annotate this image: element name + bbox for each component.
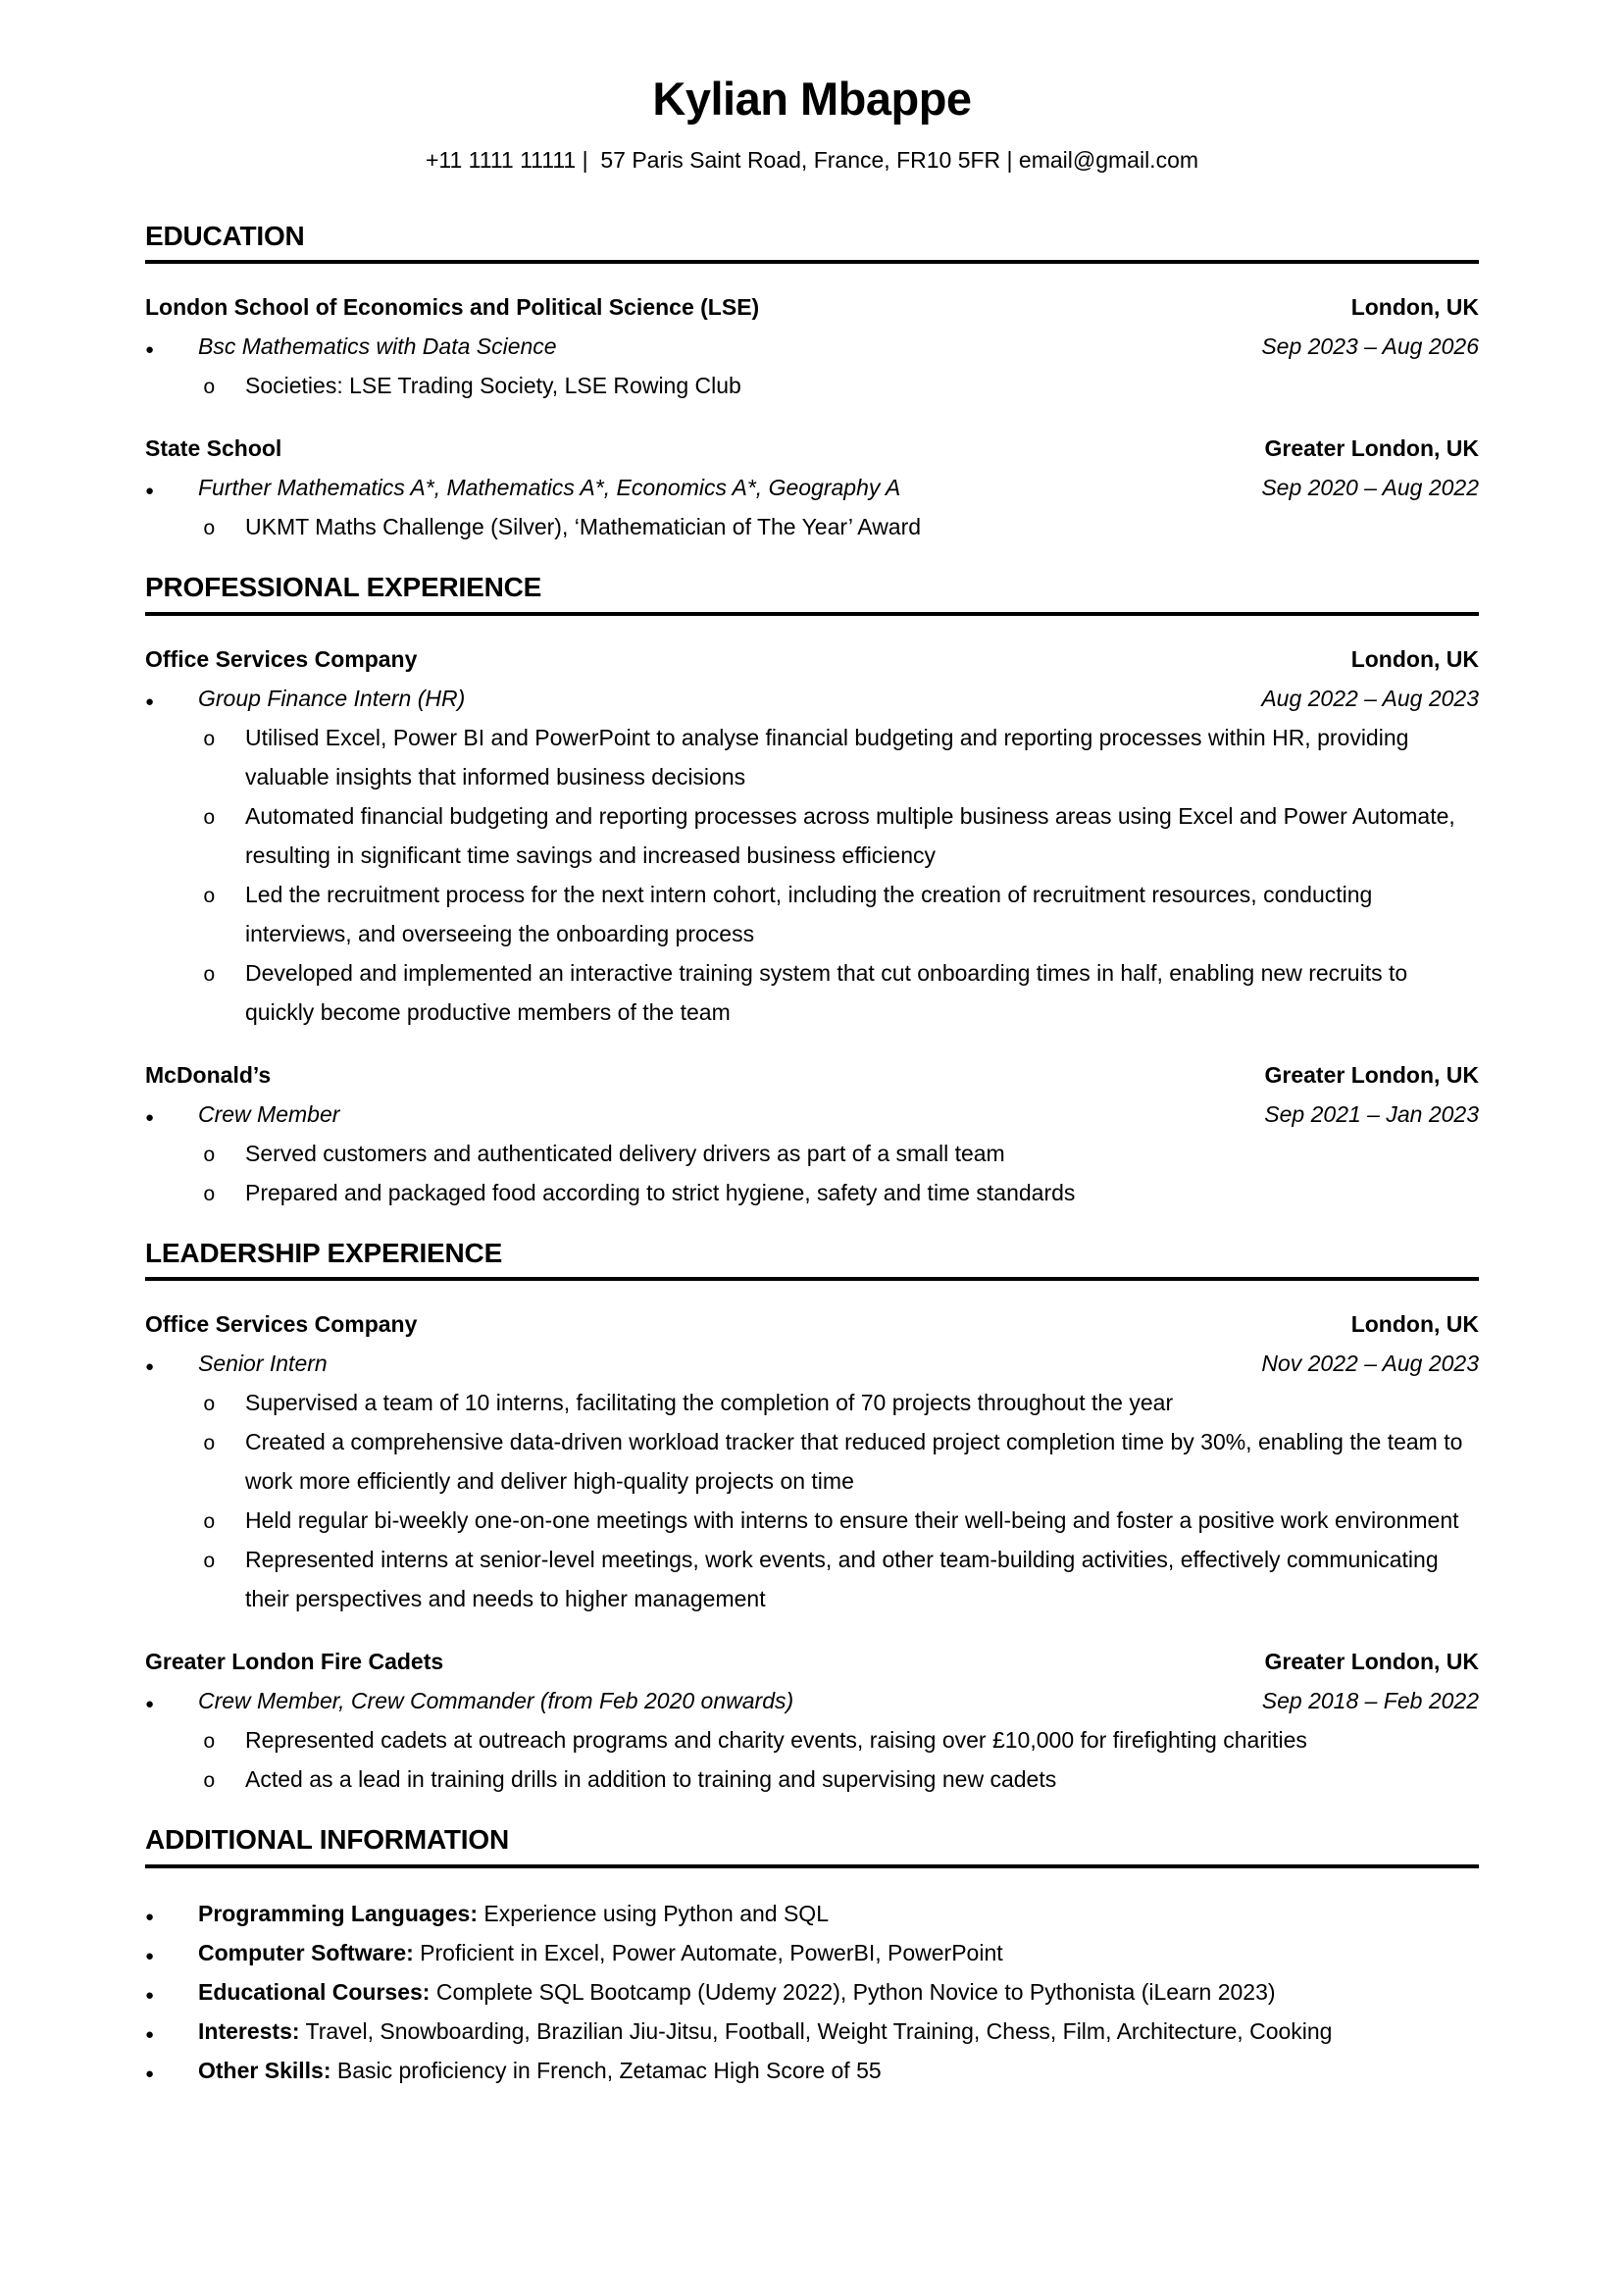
detail-text: Developed and implemented an interactive training system that cut onboarding times in half, enabling new recruits to quickly become productive members of the team [245,959,1408,1025]
detail-text: Held regular bi-weekly one-on-one meetings with interns to ensure their well-being and foster a positive work environment [245,1507,1459,1534]
sub-bullet-icon [203,1552,245,1574]
detail-text: Represented cadets at outreach programs and charity events, raising over £10,000 for firefighting charities [245,1727,1307,1754]
section-title-additional-information: ADDITIONAL INFORMATION [145,1822,1479,1867]
role-row [145,679,1479,718]
info-value: Proficient in Excel, Power Automate, PowerBI, PowerPoint [413,1939,1003,1965]
contact-line: +11 1111 11111 | 57 Paris Saint Road, France, FR10 5FR | email@gmail.com [425,146,1199,173]
education-entry-state-school [145,429,1479,546]
detail-bullet [145,1422,1479,1501]
org-name: Office Services Company [145,1311,418,1338]
detail-bullet [145,1501,1479,1540]
sub-bullet-icon [203,965,245,988]
sub-bullet-icon [203,887,245,909]
sub-bullet-icon [203,1771,245,1794]
experience-entry-mcdonalds [145,1055,1479,1212]
detail-bullet [145,1134,1479,1173]
role-title: Bsc Mathematics with Data Science [198,333,557,360]
role-row [145,468,1479,507]
bullet-icon [145,1987,198,2005]
sub-bullet-icon [203,1732,245,1755]
info-item-computer-software [145,1933,1479,1972]
sub-bullet-icon [203,1185,245,1207]
role-title: Further Mathematics A*, Mathematics A*, Economics A*, Geography A [198,475,901,501]
detail-text: Acted as a lead in training drills in addition to training and supervising new cadets [245,1766,1057,1793]
org-name: Office Services Company [145,645,418,672]
entry-header-row [145,429,1479,468]
section-title-leadership-experience: LEADERSHIP EXPERIENCE [145,1236,1479,1281]
role-title: Group Finance Intern (HR) [198,685,466,711]
entry-header-row [145,287,1479,327]
org-location: London, UK [1350,294,1479,321]
detail-bullet [145,718,1479,796]
info-value: Experience using Python and SQL [477,1900,829,1926]
info-item-other-skills [145,2051,1479,2090]
detail-text: Utilised Excel, Power BI and PowerPoint to analyse financial budgeting and reporting processes within HR, providing valuable insights that informed business decisions [245,724,1409,790]
sub-bullet-icon [203,808,245,831]
sub-bullet-icon [203,1146,245,1168]
role-row [145,327,1479,366]
bullet-icon [145,2026,198,2044]
info-label: Interests: [198,2017,300,2044]
bullet-icon [145,1109,198,1127]
detail-text: Prepared and packaged food according to strict hygiene, safety and time standards [245,1179,1076,1205]
detail-text: Created a comprehensive data-driven workload tracker that reduced project completion time by 30%, enabling the team to work more efficiently and deliver high-quality projects on time [245,1429,1463,1495]
org-location: London, UK [1350,645,1479,672]
candidate-name: Kylian Mbappe [652,73,972,125]
detail-text: Led the recruitment process for the next intern cohort, including the creation of recruitment resources, conducting interviews, and overseeing the onboarding process [245,881,1373,946]
entry-header-row [145,639,1479,679]
info-value: Complete SQL Bootcamp (Udemy 2022), Python Novice to Pythonista (iLearn 2023) [430,1978,1276,2005]
detail-text: Served customers and authenticated delivery drivers as part of a small team [245,1140,1005,1166]
sub-bullet-icon [203,519,245,541]
org-location: London, UK [1350,1311,1479,1338]
role-row [145,1095,1479,1134]
sub-bullet-icon [203,730,245,752]
bullet-icon [145,341,198,359]
section-title-professional-experience: PROFESSIONAL EXPERIENCE [145,570,1479,615]
info-item-interests [145,2012,1479,2051]
bullet-icon [145,483,198,500]
experience-entry-office-services [145,639,1479,1032]
detail-text: Supervised a team of 10 interns, facilitating the completion of 70 projects throughout the year [245,1390,1174,1416]
bullet-icon [145,1909,198,1926]
info-item-educational-courses [145,1972,1479,2012]
date-range: Sep 2020 – Aug 2022 [1261,475,1479,501]
date-range: Sep 2018 – Feb 2022 [1261,1688,1479,1714]
detail-text: Societies: LSE Trading Society, LSE Rowing Club [245,373,741,399]
bullet-icon [145,1696,198,1713]
sub-bullet-icon [203,1512,245,1535]
info-item-programming-languages [145,1894,1479,1933]
sub-bullet-icon [203,378,245,400]
date-range: Nov 2022 – Aug 2023 [1261,1351,1479,1377]
education-entry-lse [145,287,1479,405]
org-name: London School of Economics and Political Science (LSE) [145,294,760,321]
detail-bullet [145,1759,1479,1799]
sub-bullet-icon [203,1434,245,1456]
detail-bullet [145,1173,1479,1212]
date-range: Sep 2023 – Aug 2026 [1261,333,1479,360]
detail-bullet [145,1720,1479,1759]
date-range: Sep 2021 – Jan 2023 [1264,1100,1479,1127]
org-location: Greater London, UK [1264,1061,1479,1088]
detail-bullet [145,875,1479,953]
info-label: Other Skills: [198,2057,331,2083]
bullet-icon [145,693,198,711]
detail-bullet [145,796,1479,875]
detail-text: Automated financial budgeting and reporting processes across multiple business areas using Excel and Power Automate, resulting in significant time savings and increased business efficiency [245,802,1455,868]
detail-text: UKMT Maths Challenge (Silver), ‘Mathematician of The Year’ Award [245,514,922,540]
org-location: Greater London, UK [1264,1649,1479,1675]
org-location: Greater London, UK [1264,435,1479,462]
leadership-entry-office-services [145,1304,1479,1618]
info-value: Travel, Snowboarding, Brazilian Jiu-Jitsu, Football, Weight Training, Chess, Film, Architecture, Cooking [299,2017,1333,2044]
info-label: Educational Courses: [198,1978,431,2005]
detail-text: Represented interns at senior-level meetings, work events, and other team-building activities, effectively communicating their perspectives and needs to higher management [245,1547,1439,1612]
role-row [145,1681,1479,1720]
sub-bullet-icon [203,1395,245,1417]
detail-bullet [145,1540,1479,1618]
role-title: Crew Member [198,1100,340,1127]
leadership-entry-fire-cadets [145,1642,1479,1799]
section-title-education: EDUCATION [145,219,1479,264]
detail-bullet [145,366,1479,405]
date-range: Aug 2022 – Aug 2023 [1261,685,1479,711]
info-label: Computer Software: [198,1939,414,1965]
entry-header-row [145,1304,1479,1344]
additional-info-list [145,1894,1479,2090]
entry-header-row [145,1055,1479,1095]
org-name: State School [145,435,282,462]
info-label: Programming Languages: [198,1900,478,1926]
bullet-icon [145,1358,198,1376]
detail-bullet [145,507,1479,546]
entry-header-row [145,1642,1479,1681]
bullet-icon [145,1948,198,1965]
role-title: Crew Member, Crew Commander (from Feb 2020 onwards) [198,1688,794,1714]
org-name: Greater London Fire Cadets [145,1649,444,1675]
org-name: McDonald’s [145,1061,272,1088]
detail-bullet [145,953,1479,1032]
role-title: Senior Intern [198,1351,328,1377]
info-value: Basic proficiency in French, Zetamac High Score of 55 [330,2057,882,2083]
role-row [145,1344,1479,1383]
bullet-icon [145,2065,198,2083]
detail-bullet [145,1383,1479,1422]
